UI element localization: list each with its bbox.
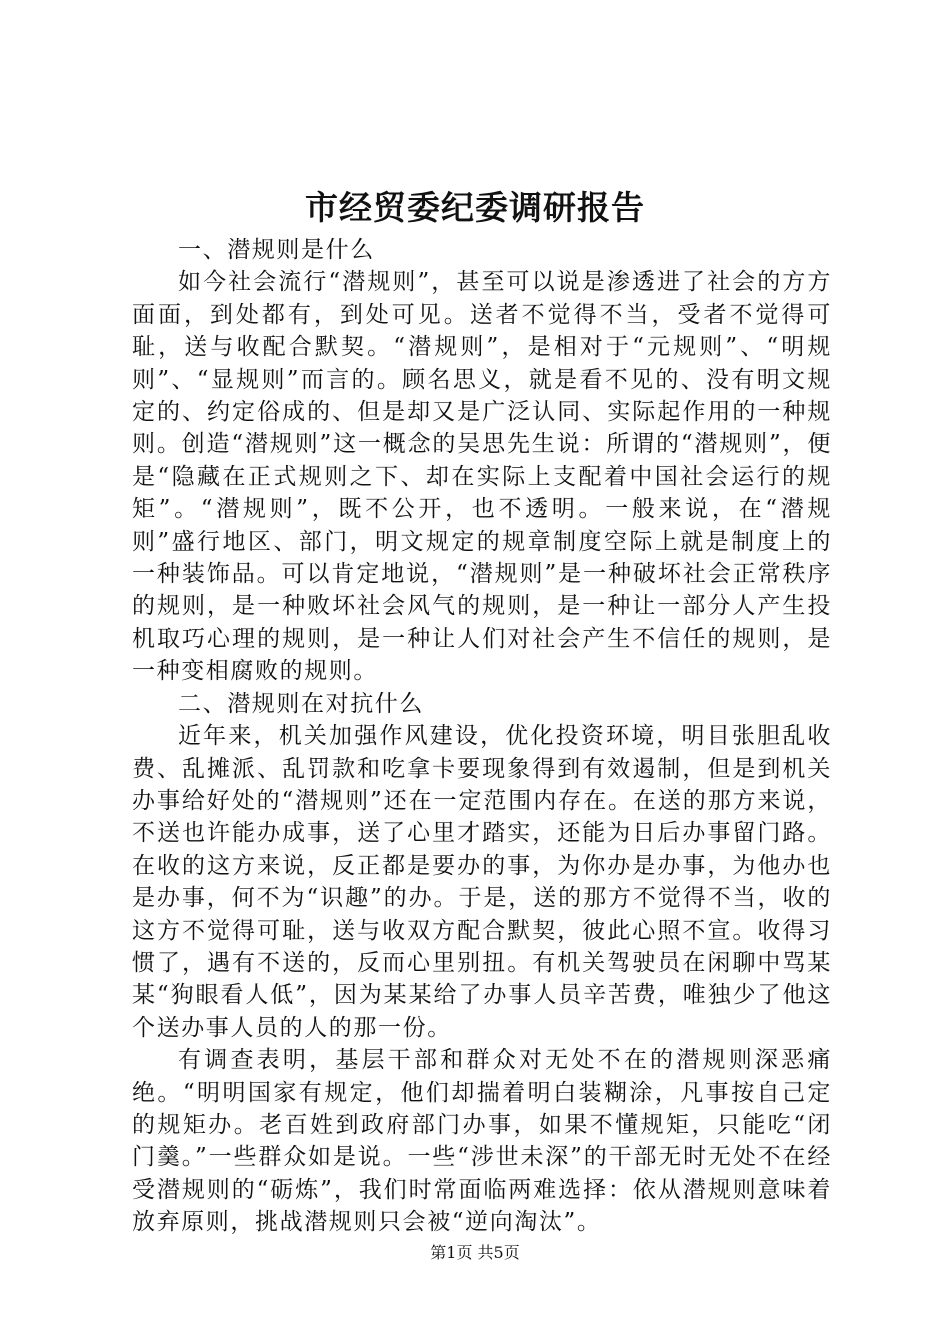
document-title: 市经贸委纪委调研报告 [305,188,645,227]
paragraph: 近年来，机关加强作风建设，优化投资环境，明目张胆乱收费、乱摊派、乱罚款和吃拿卡要现象得到有效遏制，但是到机关办事给好处的“潜规则”还在一定范围内存在。在送的那方来说，不送也许能办成事，送了心里才踏实，还能为日后办事留门路。在收的这方来说，反正都是要办的事，为你办是办事，为他办也是办事，何不为“识趣”的办。于是，送的那方不觉得不当，收的这方不觉得可耻，送与收双方配合默契，彼此心照不宣。收得习惯了，遇有不送的，反而心里别扭。有机关驾驶员在闲聊中骂某某“狗眼看人低”，因为某某给了办事人员辛苦费，唯独少了他这个送办事人员的人的那一份。 [132,723,832,1041]
page-indicator: 第1页 共5页 [430,1243,520,1262]
document-body [132,234,832,1239]
paragraph: 如今社会流行“潜规则”，甚至可以说是渗透进了社会的方方面面，到处都有，到处可见。送者不觉得不当，受者不觉得可耻，送与收配合默契。“潜规则”，是相对于“元规则”、“明规则”、“显规则”而言的。顾名思义，就是看不见的、没有明文规定的、约定俗成的、但是却又是广泛认同、实际起作用的一种规则。创造“潜规则”这一概念的吴思先生说：所谓的“潜规则”，便是“隐藏在正式规则之下、却在实际上支配着中国社会运行的规矩”。“潜规则”，既不公开，也不透明。一般来说，在“潜规则”盛行地区、部门，明文规定的规章制度空际上就是制度上的一种装饰品。可以肯定地说，“潜规则”是一种破坏社会正常秩序的规则，是一种败坏社会风气的规则，是一种让一部分人产生投机取巧心理的规则，是一种让人们对社会产生不信任的规则，是一种变相腐败的规则。 [132,269,832,685]
section-heading-1: 一、潜规则是什么 [178,237,375,263]
paragraph: 有调查表明，基层干部和群众对无处不在的潜规则深恶痛绝。“明明国家有规定，他们却揣着明白装糊涂，凡事按自己定的规矩办。老百姓到政府部门办事，如果不懂规矩，只能吃“闭门羹。”一些群众如是说。一些“涉世未深”的干部无时无处不在经受潜规则的“砺炼”，我们时常面临两难选择：依从潜规则意味着放弃原则，挑战潜规则只会被“逆向淘汰”。 [132,1047,832,1236]
section-heading-2: 二、潜规则在对抗什么 [178,690,424,717]
